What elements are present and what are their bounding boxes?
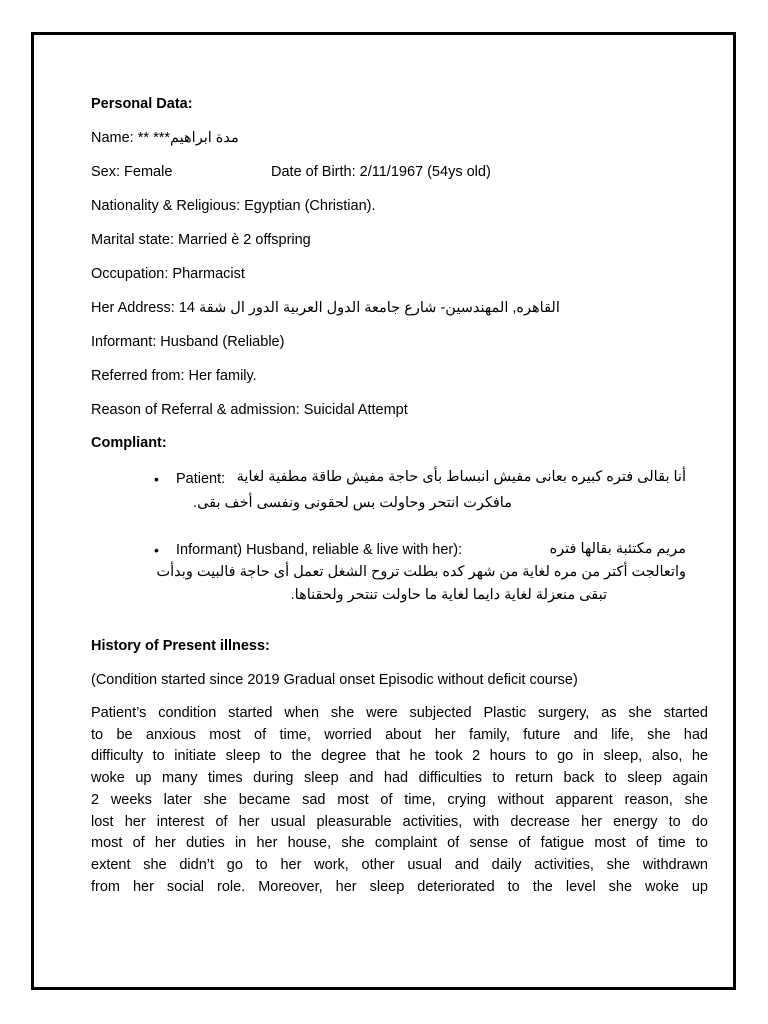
- history-line: woke up many times during sleep and had difficulties to return back to sleep again: [91, 770, 708, 787]
- informant-complaint-line-2: واتعالجت أكتر من مره لغاية من شهر كده بطلت تروح الشغل تعمل أى حاجة فالبيت وبدأت: [156, 564, 686, 580]
- history-heading: History of Present illness:: [91, 638, 270, 654]
- informant-complaint-line-1: مريم مكتئبة بقالها فتره: [549, 541, 686, 557]
- marital-field: Marital state: Married è 2 offspring: [91, 232, 311, 248]
- address-value: القاهره, المهندسين- شارع جامعة الدول العربية الدور ال شقة: [199, 300, 560, 316]
- patient-complaint-line-2: مافكرت انتحر وحاولت بس لحقونى ونفسى أخف بقى.: [193, 495, 512, 511]
- history-line: to be anxious most of time, worried about her family, future and life, she had: [91, 726, 708, 743]
- personal-data-heading: Personal Data:: [91, 96, 193, 112]
- complaint-heading: Compliant:: [91, 435, 167, 451]
- referred-field: Referred from: Her family.: [91, 368, 257, 384]
- bullet-dot: •: [154, 471, 159, 487]
- informant-complaint-line-3: تبقى منعزلة لغاية دايما لغاية ما حاولت تنتحر ولحقناها.: [290, 587, 607, 603]
- bullet-dot: •: [154, 542, 159, 558]
- history-line: extent she didn’t go to her work, other usual and daily activities, she withdrawn: [91, 856, 708, 873]
- history-line: most of her duties in her house, she complaint of sense of fatigue most of time to: [91, 835, 708, 852]
- name-value: مدة ابراهيم***: [153, 130, 239, 146]
- informant-field: Informant: Husband (Reliable): [91, 334, 285, 350]
- history-line: Patient’s condition started when she were subjected Plastic surgery, as she started: [91, 705, 708, 721]
- history-line: from her social role. Moreover, her sleep deteriorated to the level she woke up: [91, 878, 708, 895]
- history-line: difficulty to initiate sleep to the degree that he took 2 hours to go in sleep, also, he: [91, 748, 708, 765]
- sex-field: Sex: Female: [91, 164, 173, 180]
- informant-complaint-label: Informant) Husband, reliable & live with her):: [176, 542, 463, 558]
- patient-label: Patient:: [176, 471, 226, 487]
- occupation-field: Occupation: Pharmacist: [91, 266, 245, 282]
- name-line: [91, 129, 239, 147]
- dob-field: Date of Birth: 2/11/1967 (54ys old): [271, 164, 491, 180]
- history-line: 2 weeks later she became sad most of time, crying without apparent reason, she: [91, 791, 708, 808]
- name-label: Name: **: [91, 130, 150, 146]
- address-line: [91, 299, 560, 317]
- history-paragraph: [91, 703, 708, 898]
- condition-line: (Condition started since 2019 Gradual onset Episodic without deficit course): [91, 672, 578, 688]
- history-line: lost her interest of her usual pleasurable activities, with decrease her energy to do: [91, 813, 708, 830]
- reason-field: Reason of Referral & admission: Suicidal Attempt: [91, 402, 408, 418]
- address-label: Her Address: 14: [91, 300, 195, 316]
- nationality-field: Nationality & Religious: Egyptian (Christian).: [91, 198, 376, 214]
- patient-complaint-line-1: أنا بقالى فتره كبيره بعانى مفيش انبساط بأى حاجة مفيش طاقة مطفية لغاية: [236, 469, 686, 485]
